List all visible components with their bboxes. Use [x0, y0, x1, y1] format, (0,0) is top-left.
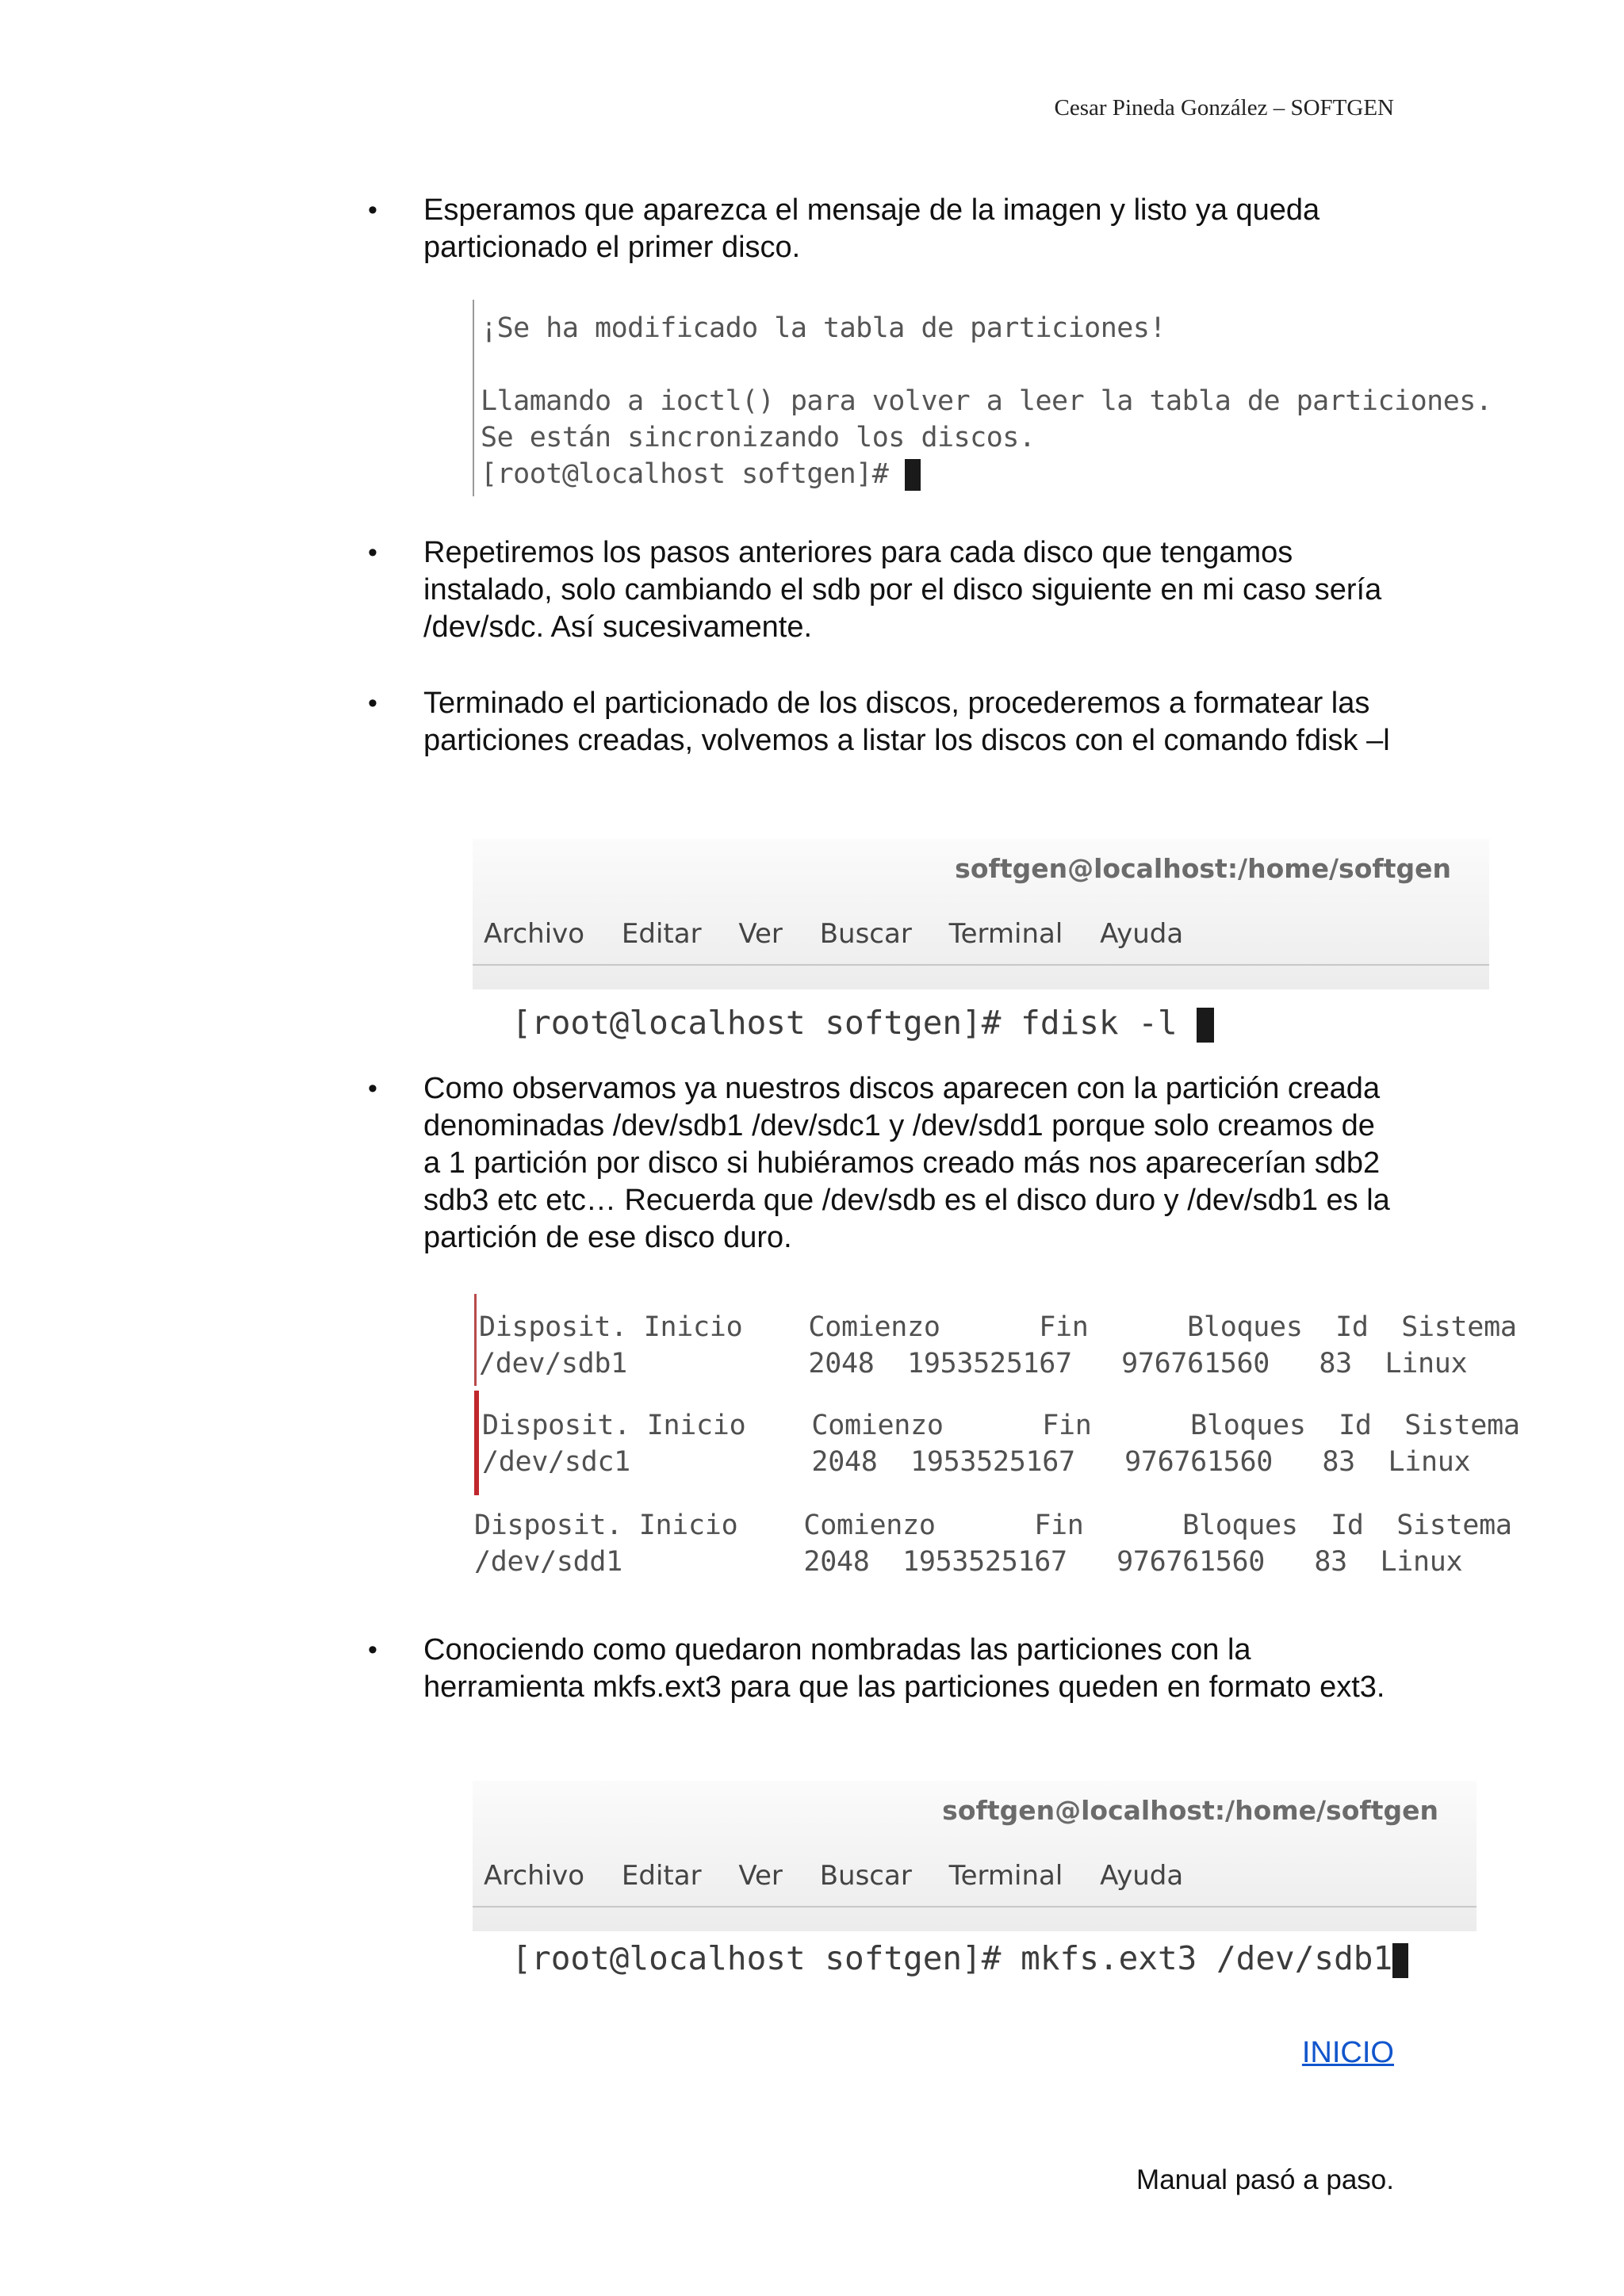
partition-header: Disposit. Inicio Comienzo Fin Bloques Id Sistema — [482, 1410, 1520, 1441]
menu-terminal[interactable]: Terminal — [948, 1860, 1063, 1892]
terminal-menubar — [484, 1860, 1212, 1892]
bullet-text: Terminado el particionado de los discos, procederemos a formatear las particiones creadas, volvemos a listar los discos con el comando fdisk –l — [423, 687, 1390, 757]
terminal-title: softgen@localhost:/home/softgen — [955, 853, 1451, 884]
bullet-text: Como observamos ya nuestros discos aparecen con la partición creada denominadas /dev/sdb1 /dev/sdc1 y /dev/sdd1 porque solo creamos de a 1 partición por disco si hubiéramos creado más nos aparecerían sdb2 sdb3 etc etc… Recuerda que /dev/sdb es el disco duro y /dev/sdb1 es la partición de ese disco duro. — [423, 1072, 1390, 1254]
partition-tables — [474, 1294, 1520, 1595]
menu-archivo[interactable]: Archivo — [484, 918, 585, 950]
menu-ayuda[interactable]: Ayuda — [1100, 1860, 1184, 1892]
terminal-command: [root@localhost softgen]# mkfs.ext3 /dev/sdb1 — [511, 1939, 1393, 1977]
bullet-text: Esperamos que aparezca el mensaje de la imagen y listo ya queda particionado el primer disco. — [423, 193, 1320, 264]
terminal-prompt: [root@localhost softgen]# — [481, 458, 889, 490]
bullet-item — [368, 534, 1399, 646]
page-header: Cesar Pineda González – SOFTGEN — [1054, 95, 1394, 121]
bullet-icon: • — [368, 1635, 377, 1665]
selection-bar — [474, 1294, 477, 1386]
terminal-command-line[interactable] — [473, 1901, 1408, 1978]
cursor-icon — [905, 459, 921, 491]
bullet-icon: • — [368, 688, 377, 718]
bullet-text: Conociendo como quedaron nombradas las particiones con la herramienta mkfs.ext3 para que las particiones queden en formato ext3. — [423, 1633, 1385, 1704]
bullet-item — [368, 685, 1399, 760]
menu-archivo[interactable]: Archivo — [484, 1860, 585, 1892]
partition-header: Disposit. Inicio Comienzo Fin Bloques Id Sistema — [474, 1510, 1512, 1541]
inicio-link[interactable]: INICIO — [1301, 2036, 1394, 2069]
terminal-output-line: Llamando a ioctl() para volver a leer la tabla de particiones. — [481, 385, 1492, 417]
terminal-prompt-line — [481, 458, 921, 491]
menu-terminal[interactable]: Terminal — [948, 918, 1063, 950]
terminal-title: softgen@localhost:/home/softgen — [942, 1795, 1438, 1826]
menu-buscar[interactable]: Buscar — [819, 1860, 912, 1892]
terminal-menubar — [484, 918, 1212, 950]
page-footer: Manual pasó a paso. — [1136, 2164, 1394, 2195]
terminal-output-line: ¡Se ha modificado la tabla de particiones! — [481, 312, 1166, 344]
menu-buscar[interactable]: Buscar — [819, 918, 912, 950]
menu-ayuda[interactable]: Ayuda — [1100, 918, 1184, 950]
bullet-item — [368, 1632, 1399, 1706]
terminal-command: [root@localhost softgen]# fdisk -l — [511, 1004, 1178, 1042]
menu-editar[interactable]: Editar — [621, 918, 702, 950]
bullet-icon: • — [368, 538, 377, 568]
menu-editar[interactable]: Editar — [621, 1860, 702, 1892]
selection-bar — [474, 1391, 479, 1495]
partition-row: /dev/sdc1 2048 1953525167 976761560 83 Linux — [482, 1446, 1471, 1478]
bullet-text: Repetiremos los pasos anteriores para cada disco que tengamos instalado, solo cambiando el sdb por el disco siguiente en mi caso sería /dev/sdc. Así sucesivamente. — [423, 536, 1382, 644]
bullet-item — [368, 1070, 1399, 1257]
partition-row: /dev/sdb1 2048 1953525167 976761560 83 Linux — [479, 1348, 1468, 1380]
cursor-icon — [1392, 1943, 1408, 1978]
terminal-output-line: Se están sincronizando los discos. — [481, 422, 1036, 453]
bullet-item — [368, 192, 1399, 266]
menu-ver[interactable]: Ver — [738, 918, 783, 950]
terminal-command-line[interactable] — [473, 966, 1214, 1043]
screenshot-partition-modified — [473, 300, 1492, 496]
partition-row: /dev/sdd1 2048 1953525167 976761560 83 Linux — [474, 1546, 1463, 1578]
menu-ver[interactable]: Ver — [738, 1860, 783, 1892]
bullet-icon: • — [368, 1073, 377, 1104]
bullet-icon: • — [368, 195, 377, 225]
cursor-icon — [1197, 1008, 1214, 1043]
partition-header: Disposit. Inicio Comienzo Fin Bloques Id Sistema — [479, 1311, 1517, 1343]
